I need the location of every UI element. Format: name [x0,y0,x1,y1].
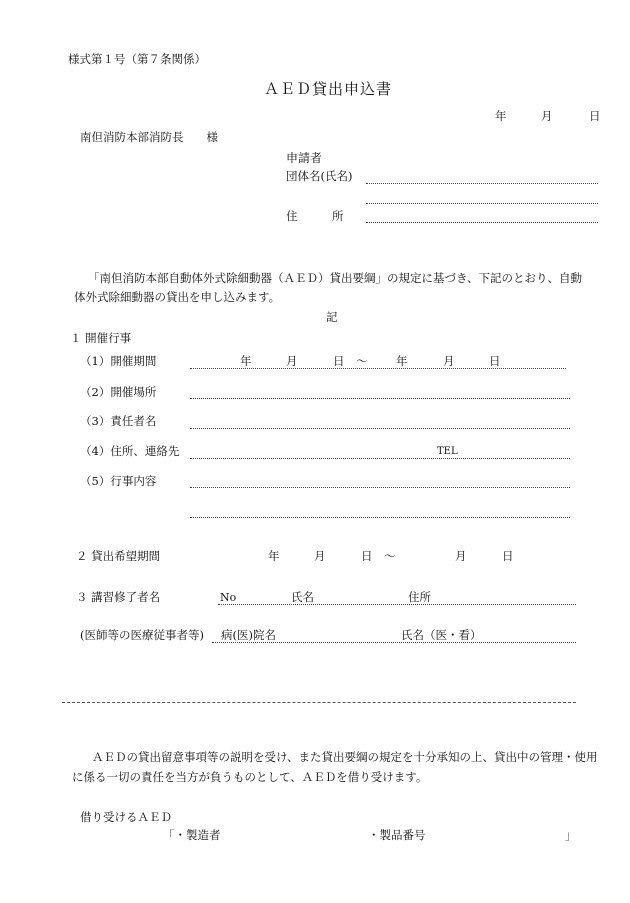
medical-staff-label: (医師等の医療従事者等) [80,628,204,642]
intro-line-2: 体外式除細動器の貸出を申し込みます。 [74,290,281,304]
period-month-1: 月 [286,354,298,368]
period-label: （1）開催期間 [80,354,157,368]
section-3-heading: ３ 講習修了者名 [76,590,161,604]
hospital-label: 病(医)院名 [221,628,276,642]
responsible-field[interactable] [190,428,570,429]
period-year-1: 年 [240,354,252,368]
contact-field[interactable] [190,458,570,459]
venue-field[interactable] [190,398,570,399]
period-field[interactable] [190,368,566,369]
responsible-label: （3）責任者名 [80,414,157,428]
loan-day-separator: 日 ～ [361,549,396,563]
section-divider [62,702,576,703]
trainee-field[interactable] [218,604,576,605]
form-number: 様式第１号（第７条関係） [68,52,206,66]
serial-number-label: ・製品番号 [368,828,426,842]
borrowed-heading: 借り受けるＡＥＤ [80,810,172,824]
page-title: ＡＥＤ貸出申込書 [264,80,393,98]
section-1-heading: １ 開催行事 [70,331,132,345]
agreement-line-1: ＡＥＤの貸出留意事項等の説明を受け、また貸出要綱の規定を十分承知の上、貸出中の管理・使用 [92,750,598,764]
loan-month-2: 月 [455,549,467,563]
org-name-field[interactable] [366,183,598,184]
agreement-line-2: に係る一切の責任を当方が負うものとして、ＡＥＤを借り受けます。 [72,770,428,784]
address-label: 住 所 [286,209,344,223]
event-content-field-2[interactable] [190,517,570,518]
trainee-name-label: 氏名 [291,590,314,604]
date-year: 年 [495,109,507,123]
period-year-2: 年 [396,354,408,368]
section-2-heading: ２ 貸出希望期間 [76,549,161,563]
tel-label: TEL [437,446,458,457]
trainee-address-label: 住所 [408,590,431,604]
period-day-2: 日 [489,354,501,368]
trainee-no-label: No [220,591,237,604]
applicant-heading: 申請者 [286,151,323,165]
period-day-separator: 日 ～ [333,354,368,368]
manufacturer-label: 「・製造者 [163,828,221,842]
date-day: 日 [589,109,601,123]
loan-day-2: 日 [502,549,514,563]
address-field[interactable] [366,222,598,223]
date-month: 月 [541,109,553,123]
addressee: 南但消防本部消防長 様 [80,130,218,144]
venue-label: （2）開催場所 [80,385,157,399]
period-month-2: 月 [443,354,455,368]
doctor-name-label: 氏名（医・看） [401,628,482,642]
event-content-label: （5）行事内容 [80,474,157,488]
loan-year: 年 [268,549,280,563]
org-name-field-2[interactable] [366,203,598,204]
loan-month: 月 [314,549,326,563]
org-name-label: 団体名(氏名) [286,169,353,183]
medical-staff-field[interactable] [212,642,576,643]
event-content-field[interactable] [190,487,570,488]
closing-bracket: 」 [565,828,577,842]
contact-label: （4）住所、連絡先 [80,444,180,458]
ki-heading: 記 [326,310,338,324]
intro-line-1: 「南但消防本部自動体外式除細動器（ＡＥＤ）貸出要綱」の規定に基づき、下記のとおり、自動 [88,271,583,285]
